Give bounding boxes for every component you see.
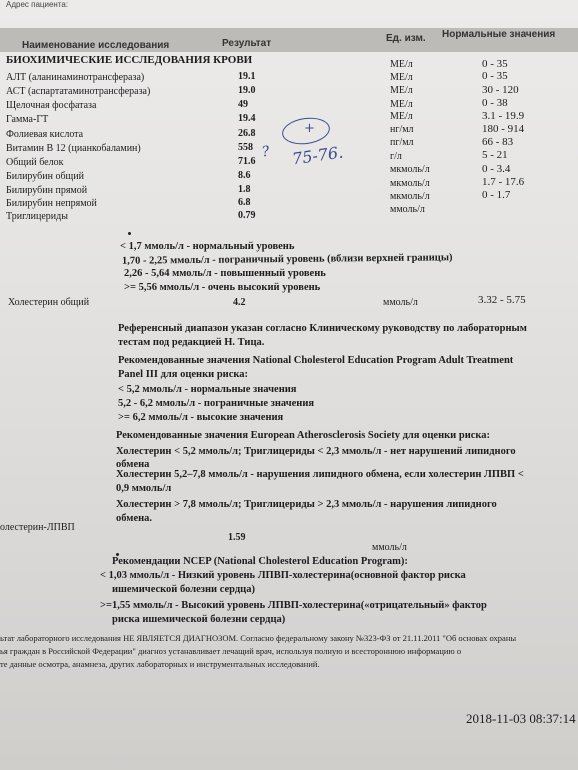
- handwritten-ratio: 75-76.: [290, 142, 345, 169]
- row-name: Билирубин прямой: [6, 185, 88, 196]
- row-unit: ммоль/л: [390, 204, 425, 215]
- row-result: 26.8: [238, 128, 256, 139]
- footer-line-1: ьтат лабораторного исследования НЕ ЯВЛЯЕТСЯ ДИАГНОЗОМ. Согласно федеральному закону №323-ФЗ от 21.11.2011 "Об основах охраны: [0, 633, 517, 643]
- cholesterol-normal: 3.32 - 5.75: [478, 294, 526, 306]
- hdl-note: >=1,55 ммоль/л - Высокий уровень ЛПВП-холестерина(«отрицательный» фактор: [100, 600, 487, 611]
- row-result: 1.8: [238, 184, 251, 195]
- handwritten-plus: +: [304, 121, 315, 136]
- tg-note-3: 2,26 - 5,64 ммоль/л - повышенный уровень: [124, 268, 326, 279]
- cholesterol-note: Рекомендованные значения European Atherosclerosis Society для оценки риска:: [116, 430, 491, 441]
- tg-note-1: < 1,7 ммоль/л - нормальный уровень: [120, 241, 295, 252]
- row-result: 71.6: [238, 156, 256, 167]
- row-unit: МЕ/л: [390, 59, 413, 70]
- cholesterol-result: 4.2: [233, 297, 246, 308]
- row-name: Гамма-ГТ: [6, 114, 49, 125]
- handwritten-question: ?: [260, 143, 271, 161]
- row-normal: 3.1 - 19.9: [482, 110, 525, 122]
- patient-address-label: Адрес пациента:: [6, 0, 69, 9]
- row-normal: 30 - 120: [482, 84, 519, 96]
- cholesterol-note: обмена: [116, 459, 150, 470]
- row-normal: 5 - 21: [482, 149, 508, 161]
- row-normal: 180 - 914: [482, 123, 525, 135]
- row-result: 558: [238, 142, 253, 153]
- footer-line-3: те данные осмотра, анамнеза, других лабораторных и инструментальных исследований.: [0, 659, 320, 669]
- row-normal: 66 - 83: [482, 136, 514, 148]
- row-unit: г/л: [390, 151, 402, 162]
- cholesterol-note: Холестерин 5,2–7,8 ммоль/л - нарушения липидного обмена, если холестерин ЛПВП <: [116, 469, 524, 480]
- header-result: Результат: [222, 38, 272, 49]
- cholesterol-unit: ммоль/л: [383, 297, 418, 308]
- row-name: АЛТ (аланинаминотрансфераза): [6, 72, 145, 83]
- row-name: АСТ (аспартатаминотрансфераза): [6, 86, 151, 97]
- row-normal: 0 - 38: [482, 97, 508, 109]
- row-result: 8.6: [238, 170, 251, 181]
- header-normal: Нормальные значения: [442, 29, 556, 40]
- row-unit: пг/мл: [390, 137, 414, 148]
- row-name: Билирубин непрямой: [6, 198, 97, 209]
- row-name: Триглицериды: [6, 211, 68, 222]
- cholesterol-note: Холестерин > 7,8 ммоль/л; Триглицериды > 2,3 ммоль/л - нарушения липидного: [116, 499, 497, 510]
- footer-line-2: ья граждан в Российской Федерации" диагноз устанавливает лечащий врач, используя полную и всестороннюю информацию о: [0, 646, 462, 656]
- row-result: 6.8: [238, 197, 251, 208]
- hdl-note: Рекомендации NCEP (National Cholesterol Education Program):: [112, 556, 408, 567]
- row-name: Щелочная фосфатаза: [6, 100, 97, 111]
- cholesterol-note: 5,2 - 6,2 ммоль/л - пограничные значения: [118, 398, 315, 409]
- row-name: Фолиевая кислота: [6, 129, 84, 140]
- row-normal: 0 - 35: [482, 70, 508, 82]
- row-result: 49: [238, 99, 248, 110]
- hdl-result: 1.59: [228, 532, 246, 543]
- cholesterol-note: Холестерин < 5,2 ммоль/л; Триглицериды < 2,3 ммоль/л - нет нарушений липидного: [116, 446, 516, 457]
- hdl-note: ишемической болезни сердца): [112, 584, 255, 595]
- cholesterol-note: Референсный диапазон указан согласно Клиническому руководству по лабораторным: [118, 323, 527, 334]
- header-name: Наименование исследования: [22, 40, 170, 51]
- tg-note-2: 1,70 - 2,25 ммоль/л - пограничный уровень (вблизи верхней границы): [121, 252, 453, 267]
- hdl-note: < 1,03 ммоль/л - Низкий уровень ЛПВП-холестерина(основной фактор риска: [100, 570, 466, 581]
- hdl-note: риска ишемической болезни сердца): [112, 614, 286, 625]
- row-normal: 1.7 - 17.6: [482, 176, 525, 188]
- row-result: 19.1: [238, 71, 256, 82]
- row-normal: 0 - 3.4: [482, 163, 511, 175]
- cholesterol-note: обмена.: [116, 513, 153, 524]
- row-unit: МЕ/л: [390, 72, 413, 83]
- tg-note-4: >= 5,56 ммоль/л - очень высокий уровень: [124, 282, 321, 293]
- row-name: Билирубин общий: [6, 171, 84, 182]
- row-unit: МЕ/л: [390, 99, 413, 110]
- cholesterol-note: >= 6,2 ммоль/л - высокие значения: [118, 412, 284, 423]
- row-name: Общий белок: [6, 157, 64, 168]
- row-name: Витамин В 12 (цианкобаламин): [6, 143, 141, 154]
- timestamp: 2018-11-03 08:37:14: [466, 711, 576, 726]
- hdl-unit: ммоль/л: [372, 542, 407, 553]
- cholesterol-note: 0,9 ммоль/л: [116, 483, 172, 494]
- row-unit: мкмоль/л: [390, 178, 430, 189]
- section-title: БИОХИМИЧЕСКИЕ ИССЛЕДОВАНИЯ КРОВИ: [6, 54, 253, 66]
- row-result: 0.79: [238, 210, 256, 221]
- row-unit: нг/мл: [390, 124, 414, 135]
- row-result: 19.4: [238, 113, 256, 124]
- hdl-name: олестерин-ЛПВП: [0, 522, 75, 533]
- row-normal: 0 - 1.7: [482, 189, 511, 201]
- row-unit: мкмоль/л: [390, 191, 430, 202]
- cholesterol-note: тестам под редакцией Н. Тица.: [118, 337, 265, 348]
- header-unit: Ед. изм.: [386, 33, 426, 44]
- row-normal: 0 - 35: [482, 58, 508, 70]
- row-result: 19.0: [238, 85, 256, 96]
- row-unit: МЕ/л: [390, 111, 413, 122]
- bullet-dot: [128, 232, 131, 235]
- row-unit: мкмоль/л: [390, 164, 430, 175]
- cholesterol-name: Холестерин общий: [8, 297, 90, 308]
- cholesterol-note: < 5,2 ммоль/л - нормальные значения: [118, 384, 297, 395]
- row-unit: МЕ/л: [390, 85, 413, 96]
- cholesterol-note: Panel III для оценки риска:: [118, 369, 249, 380]
- cholesterol-note: Рекомендованные значения National Cholesterol Education Program Adult Treatment: [118, 355, 514, 366]
